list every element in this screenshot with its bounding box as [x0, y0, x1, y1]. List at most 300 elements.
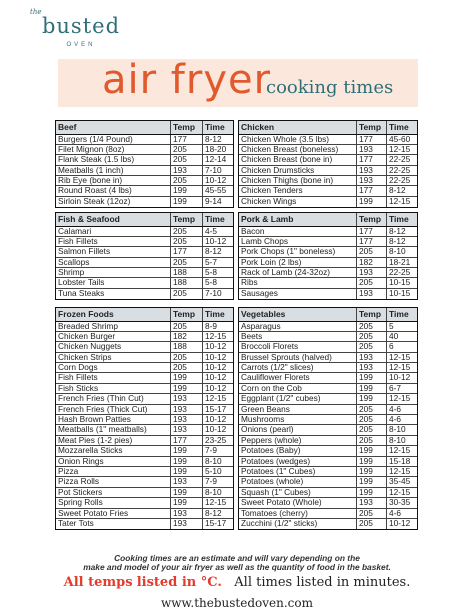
food-name-cell: Peppers (whole) — [239, 436, 357, 445]
page-subtitle: cooking times — [266, 77, 394, 98]
temp-cell: 193 — [357, 268, 387, 277]
food-name-cell: Chicken Breast (boneless) — [239, 145, 357, 154]
temp-cell: 193 — [357, 498, 387, 507]
table-row — [56, 135, 233, 145]
food-name-cell: Spring Rolls — [56, 498, 171, 507]
time-cell: 8-10 — [389, 247, 406, 257]
food-name-cell: Sweet Potato Fries — [56, 509, 171, 518]
table-row — [239, 509, 417, 519]
note-line-2: make and model of your air fryer as well as the quantity of food in the basket. — [83, 562, 391, 572]
time-cell: 5-8 — [205, 268, 217, 278]
table-row — [239, 405, 417, 415]
table-row — [239, 519, 417, 529]
time-column-header: Time — [389, 122, 409, 132]
table-header-row — [239, 121, 417, 135]
table-section-title: Beef — [56, 121, 171, 134]
food-name-cell: Broccoli Florets — [239, 342, 357, 351]
food-name-cell: Pot Stickers — [56, 488, 171, 497]
table-row — [239, 425, 417, 435]
temp-column-header: Temp — [171, 308, 203, 321]
temp-cell: 199 — [357, 373, 387, 382]
time-cell: 10-12 — [205, 363, 227, 373]
table-row — [239, 155, 417, 165]
food-name-cell: Sausages — [239, 289, 357, 299]
table-row — [56, 186, 233, 196]
time-column-header: Time — [205, 122, 225, 132]
temp-cell: 205 — [357, 425, 387, 434]
temp-cell: 199 — [357, 457, 387, 466]
table-section-title: Pork & Lamb — [239, 213, 357, 226]
food-name-cell: Tomatoes (cherry) — [239, 509, 357, 518]
food-name-cell: Fish Fillets — [56, 237, 171, 246]
temp-cell: 193 — [171, 477, 203, 486]
time-cell: 8-12 — [389, 186, 406, 196]
temp-cell: 205 — [171, 237, 203, 246]
times-label: All times — [234, 575, 293, 590]
table-row — [239, 332, 417, 342]
table-row — [56, 268, 233, 278]
temp-cell: 188 — [171, 268, 203, 277]
temp-cell: 193 — [171, 166, 203, 175]
table-row — [239, 498, 417, 508]
food-name-cell: Lobster Tails — [56, 278, 171, 287]
temp-cell: 177 — [171, 247, 203, 256]
temp-cell: 199 — [171, 488, 203, 497]
temp-column-header: Temp — [357, 213, 387, 226]
food-name-cell: Chicken Nuggets — [56, 342, 171, 351]
time-cell: 7-10 — [205, 165, 222, 175]
temp-cell: 205 — [171, 176, 203, 185]
chicken-table — [238, 120, 418, 208]
time-cell: 40 — [389, 331, 399, 341]
food-name-cell: Burgers (1/4 Pound) — [56, 135, 171, 144]
time-cell: 5-7 — [205, 257, 217, 267]
time-cell: 12-15 — [205, 394, 227, 404]
food-name-cell: Chicken Breast (bone in) — [239, 155, 357, 164]
time-cell: 12-15 — [205, 331, 227, 341]
food-name-cell: Onion Rings — [56, 457, 171, 466]
time-cell: 6 — [389, 342, 394, 352]
food-name-cell: Chicken Strips — [56, 353, 171, 362]
time-cell: 8-12 — [205, 134, 222, 144]
temp-cell: 199 — [171, 197, 203, 207]
time-cell: 5-8 — [205, 278, 217, 288]
temp-cell: 193 — [357, 166, 387, 175]
temp-cell: 205 — [357, 278, 387, 287]
time-cell: 15-17 — [205, 404, 227, 414]
table-row — [239, 247, 417, 257]
food-name-cell: Potatoes (whole) — [239, 477, 357, 486]
time-cell: 7-10 — [205, 288, 222, 298]
table-header-row — [56, 121, 233, 135]
food-name-cell: Corn Dogs — [56, 363, 171, 372]
time-cell: 10-12 — [205, 176, 227, 186]
disclaimer-note — [60, 554, 414, 572]
time-cell: 10-15 — [389, 278, 411, 288]
table-row — [56, 509, 233, 519]
table-row — [239, 237, 417, 247]
temps-unit-text: listed in °C. — [136, 575, 222, 590]
time-cell: 18-21 — [389, 257, 411, 267]
time-cell: 12-15 — [205, 498, 227, 508]
temp-cell: 188 — [171, 342, 203, 351]
table-row — [56, 197, 233, 207]
temp-cell: 199 — [171, 186, 203, 195]
temp-cell: 205 — [357, 519, 387, 529]
time-cell: 4-6 — [389, 404, 401, 414]
time-cell: 6-7 — [389, 383, 401, 393]
temp-cell: 199 — [171, 467, 203, 476]
food-name-cell: Lamb Chops — [239, 237, 357, 246]
temp-cell: 205 — [357, 332, 387, 341]
table-row — [56, 258, 233, 268]
table-header-row — [239, 308, 417, 322]
beef-table — [55, 120, 234, 208]
time-cell: 9-14 — [205, 196, 222, 206]
food-name-cell: Pizza — [56, 467, 171, 476]
table-row — [239, 384, 417, 394]
time-cell: 10-12 — [205, 236, 227, 246]
table-row — [239, 176, 417, 186]
time-column-header: Time — [389, 309, 409, 319]
time-cell: 8-12 — [389, 236, 406, 246]
food-name-cell: Cauliflower Florets — [239, 373, 357, 382]
time-cell: 22-25 — [389, 268, 411, 278]
food-name-cell: Sweet Potato (Whole) — [239, 498, 357, 507]
time-cell: 8-10 — [389, 425, 406, 435]
temp-cell: 193 — [171, 394, 203, 403]
food-name-cell: Ribs — [239, 278, 357, 287]
table-section-title: Fish & Seafood — [56, 213, 171, 226]
temp-cell: 188 — [171, 278, 203, 287]
food-name-cell: Pork Loin (2 lbs) — [239, 258, 357, 267]
time-cell: 15-18 — [389, 456, 411, 466]
food-name-cell: Corn on the Cob — [239, 384, 357, 393]
temp-cell: 199 — [171, 446, 203, 455]
temp-cell: 205 — [171, 363, 203, 372]
food-name-cell: Mushrooms — [239, 415, 357, 424]
food-name-cell: Chicken Tenders — [239, 186, 357, 195]
temp-cell: 199 — [357, 477, 387, 486]
food-name-cell: Meat Pies (1-2 pies) — [56, 436, 171, 445]
logo-busted-text: busted — [41, 14, 121, 38]
table-row — [56, 488, 233, 498]
temp-cell: 205 — [357, 509, 387, 518]
temp-cell: 205 — [171, 145, 203, 154]
table-row — [239, 289, 417, 299]
site-logo — [26, 6, 136, 58]
food-name-cell: Green Beans — [239, 405, 357, 414]
time-cell: 18-20 — [205, 144, 227, 154]
food-name-cell: Scallops — [56, 258, 171, 267]
temp-cell: 177 — [357, 135, 387, 144]
time-cell: 10-12 — [205, 425, 227, 435]
table-row — [239, 145, 417, 155]
food-name-cell: Potatoes (wedges) — [239, 457, 357, 466]
table-row — [56, 415, 233, 425]
food-name-cell: Pizza Rolls — [56, 477, 171, 486]
table-row — [56, 166, 233, 176]
food-name-cell: Meatballs (1" meatballs) — [56, 425, 171, 434]
temp-cell: 193 — [171, 425, 203, 434]
food-name-cell: Chicken Drumsticks — [239, 166, 357, 175]
table-row — [56, 332, 233, 342]
table-row — [239, 363, 417, 373]
time-cell: 10-12 — [205, 373, 227, 383]
temp-cell: 193 — [357, 176, 387, 185]
time-cell: 12-15 — [389, 466, 411, 476]
table-row — [239, 436, 417, 446]
time-cell: 23-25 — [205, 435, 227, 445]
temp-cell: 199 — [171, 457, 203, 466]
temp-cell: 205 — [171, 155, 203, 164]
food-name-cell: French Fries (Thin Cut) — [56, 394, 171, 403]
temp-cell: 193 — [171, 405, 203, 414]
logo-oven-text: OVEN — [66, 42, 96, 48]
table-row — [239, 488, 417, 498]
table-row — [56, 457, 233, 467]
temp-cell: 199 — [357, 488, 387, 497]
table-row — [239, 457, 417, 467]
temp-cell: 177 — [171, 135, 203, 144]
temp-cell: 205 — [357, 247, 387, 256]
food-name-cell: Chicken Wings — [239, 197, 357, 207]
temp-cell: 199 — [357, 384, 387, 393]
table-section-title: Frozen Foods — [56, 308, 171, 321]
time-cell: 10-12 — [205, 415, 227, 425]
temp-cell: 193 — [357, 145, 387, 154]
food-name-cell: Beets — [239, 332, 357, 341]
time-cell: 12-15 — [389, 352, 411, 362]
time-cell: 8-10 — [389, 435, 406, 445]
time-cell: 10-12 — [389, 518, 411, 528]
temp-column-header: Temp — [357, 308, 387, 321]
time-cell: 10-12 — [205, 383, 227, 393]
table-row — [239, 278, 417, 288]
time-cell: 8-12 — [205, 508, 222, 518]
time-cell: 22-25 — [389, 176, 411, 186]
table-row — [56, 227, 233, 237]
temp-cell: 193 — [171, 509, 203, 518]
table-row — [239, 135, 417, 145]
time-cell: 12-14 — [205, 155, 227, 165]
time-cell: 8-10 — [205, 487, 222, 497]
table-row — [239, 322, 417, 332]
table-row — [56, 446, 233, 456]
table-row — [239, 342, 417, 352]
temp-cell: 205 — [171, 322, 203, 331]
time-cell: 22-25 — [389, 155, 411, 165]
temp-cell: 182 — [171, 332, 203, 341]
page-title: air fryer — [102, 57, 272, 103]
time-cell: 4-6 — [389, 415, 401, 425]
food-name-cell: Onions (pearl) — [239, 425, 357, 434]
time-cell: 22-25 — [389, 165, 411, 175]
time-cell: 12-15 — [389, 196, 411, 206]
temp-cell: 193 — [357, 363, 387, 372]
food-name-cell: Squash (1" Cubes) — [239, 488, 357, 497]
table-row — [56, 519, 233, 529]
food-name-cell: Calamari — [56, 227, 171, 236]
time-cell: 15-17 — [205, 518, 227, 528]
temp-cell: 199 — [357, 446, 387, 455]
temp-cell: 177 — [171, 436, 203, 445]
temp-cell: 193 — [357, 353, 387, 362]
food-name-cell: Tater Tots — [56, 519, 171, 529]
table-row — [56, 394, 233, 404]
table-row — [56, 436, 233, 446]
temp-cell: 199 — [357, 197, 387, 207]
table-row — [56, 363, 233, 373]
table-row — [56, 342, 233, 352]
table-row — [239, 353, 417, 363]
temp-cell: 177 — [357, 186, 387, 195]
time-cell: 8-12 — [389, 226, 406, 236]
time-cell: 7-9 — [205, 446, 217, 456]
food-name-cell: Carrots (1/2" slices) — [239, 363, 357, 372]
table-row — [239, 415, 417, 425]
table-section-title: Vegetables — [239, 308, 357, 321]
temp-cell: 205 — [171, 258, 203, 267]
frozen-foods-table — [55, 307, 234, 530]
food-name-cell: Bacon — [239, 227, 357, 236]
table-row — [239, 477, 417, 487]
table-row — [56, 498, 233, 508]
note-line-1: Cooking times are an estimate and will vary depending on the — [114, 553, 360, 563]
table-row — [239, 467, 417, 477]
table-row — [239, 446, 417, 456]
table-row — [239, 258, 417, 268]
vegetables-table — [238, 307, 418, 530]
temp-cell: 177 — [357, 155, 387, 164]
table-row — [56, 247, 233, 257]
temp-cell: 199 — [171, 373, 203, 382]
food-name-cell: Potatoes (1" Cubes) — [239, 467, 357, 476]
temp-cell: 205 — [171, 227, 203, 236]
temp-cell: 199 — [357, 467, 387, 476]
table-row — [56, 145, 233, 155]
temp-cell: 205 — [357, 405, 387, 414]
food-name-cell: Zucchini (1/2" sticks) — [239, 519, 357, 529]
food-name-cell: Shrimp — [56, 268, 171, 277]
time-cell: 45-55 — [205, 186, 227, 196]
temp-cell: 199 — [171, 384, 203, 393]
time-cell: 8-9 — [205, 321, 217, 331]
fish-seafood-table — [55, 212, 234, 300]
time-cell: 12-15 — [389, 446, 411, 456]
food-name-cell: Round Roast (4 lbs) — [56, 186, 171, 195]
times-unit-text: listed in minutes. — [296, 575, 411, 590]
temp-cell: 193 — [357, 289, 387, 299]
table-header-row — [56, 213, 233, 227]
table-row — [56, 467, 233, 477]
food-name-cell: Breaded Shrimp — [56, 322, 171, 331]
food-name-cell: Meatballs (1 inch) — [56, 166, 171, 175]
food-name-cell: Filet Mignon (8oz) — [56, 145, 171, 154]
table-row — [239, 197, 417, 207]
food-name-cell: Sirloin Steak (12oz) — [56, 197, 171, 207]
table-row — [56, 477, 233, 487]
temp-cell: 205 — [357, 415, 387, 424]
food-name-cell: Fish Fillets — [56, 373, 171, 382]
time-cell: 45-60 — [389, 134, 411, 144]
temp-cell: 205 — [357, 322, 387, 331]
temp-cell: 182 — [357, 258, 387, 267]
time-cell: 10-15 — [389, 288, 411, 298]
food-name-cell: French Fries (Thick Cut) — [56, 405, 171, 414]
table-row — [56, 322, 233, 332]
time-column-header: Time — [205, 214, 225, 224]
temp-cell: 205 — [357, 342, 387, 351]
food-name-cell: Salmon Fillets — [56, 247, 171, 256]
temp-cell: 193 — [171, 519, 203, 529]
table-row — [239, 268, 417, 278]
time-cell: 30-35 — [389, 498, 411, 508]
food-name-cell: Chicken Thighs (bone in) — [239, 176, 357, 185]
website-url: www.thebustedoven.com — [160, 596, 313, 610]
food-name-cell: Chicken Whole (3.5 lbs) — [239, 135, 357, 144]
table-row — [56, 373, 233, 383]
temp-cell: 177 — [357, 227, 387, 236]
table-row — [239, 373, 417, 383]
table-row — [56, 237, 233, 247]
table-row — [56, 176, 233, 186]
temp-cell: 199 — [357, 394, 387, 403]
time-column-header: Time — [389, 214, 409, 224]
temp-column-header: Temp — [171, 121, 203, 134]
time-cell: 10-12 — [205, 352, 227, 362]
time-cell: 8-12 — [205, 247, 222, 257]
food-name-cell: Pork Chops (1" boneless) — [239, 247, 357, 256]
time-cell: 12-15 — [389, 487, 411, 497]
food-name-cell: Asparagus — [239, 322, 357, 331]
time-cell: 4-6 — [389, 508, 401, 518]
units-line — [0, 575, 474, 590]
food-name-cell: Rack of Lamb (24-32oz) — [239, 268, 357, 277]
time-cell: 35-45 — [389, 477, 411, 487]
time-column-header: Time — [205, 309, 225, 319]
table-row — [239, 394, 417, 404]
time-cell: 12-15 — [389, 394, 411, 404]
table-section-title: Chicken — [239, 121, 357, 134]
table-row — [56, 155, 233, 165]
temp-cell: 205 — [171, 289, 203, 299]
temp-cell: 193 — [171, 415, 203, 424]
table-row — [239, 166, 417, 176]
table-row — [239, 227, 417, 237]
pork-lamb-table — [238, 212, 418, 300]
temp-cell: 205 — [357, 436, 387, 445]
food-name-cell: Mozzarella Sticks — [56, 446, 171, 455]
food-name-cell: Rib Eye (bone in) — [56, 176, 171, 185]
table-row — [56, 289, 233, 299]
table-header-row — [239, 213, 417, 227]
time-cell: 10-12 — [205, 342, 227, 352]
temp-cell: 205 — [171, 353, 203, 362]
time-cell: 4-5 — [205, 226, 217, 236]
table-row — [56, 405, 233, 415]
food-name-cell: Chicken Burger — [56, 332, 171, 341]
time-cell: 5-10 — [205, 466, 222, 476]
food-name-cell: Tuna Steaks — [56, 289, 171, 299]
food-name-cell: Brussel Sprouts (halved) — [239, 353, 357, 362]
table-row — [56, 278, 233, 288]
table-row — [56, 353, 233, 363]
temps-label: All temps — [63, 575, 133, 590]
food-name-cell: Hash Brown Patties — [56, 415, 171, 424]
food-name-cell: Eggplant (1/2" cubes) — [239, 394, 357, 403]
time-cell: 12-15 — [389, 144, 411, 154]
